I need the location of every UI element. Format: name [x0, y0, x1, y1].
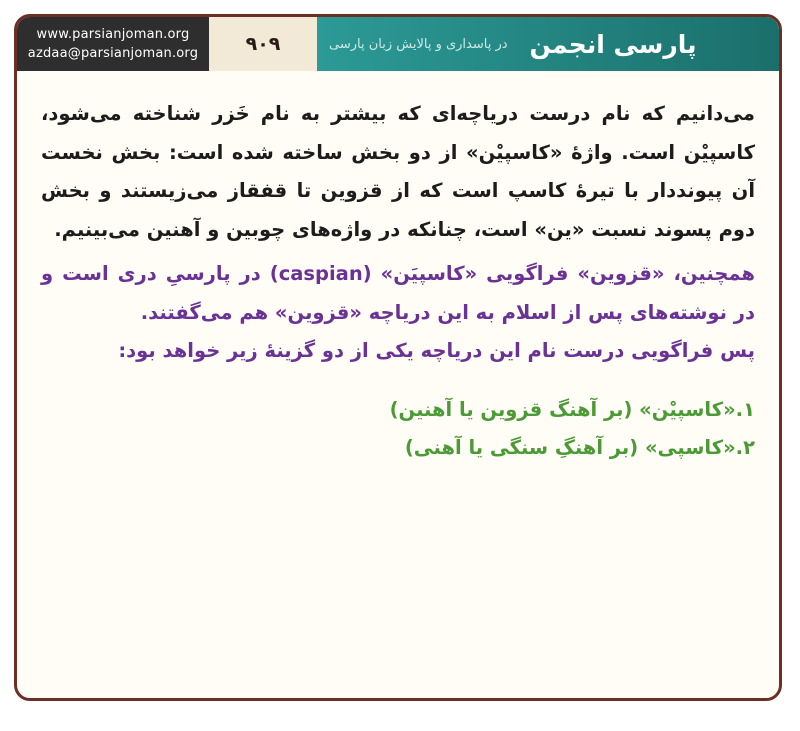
article-body [41, 95, 755, 467]
website-link[interactable]: www.parsianjoman.org [36, 27, 190, 42]
brand-banner [317, 17, 779, 71]
options-list [41, 391, 755, 467]
brand-logo: پارسی انجمن [529, 29, 697, 59]
paragraph-qazvin: همچنین، «قزوین» فراگویی «کاسپیَن» (caspian) در پارسیِ دری است و در نوشته‌های پس از اسلام به این دریاچه «قزوین» هم می‌گفتند. [41, 262, 756, 324]
contact-block [17, 17, 209, 71]
list-item: ۱.«کاسپیْن» (بر آهنگ قزوین یا آهنین) [389, 397, 755, 421]
brand-tagline: در پاسداری و پالایش زبان پارسی [329, 36, 508, 52]
post-number: ۹۰۹ [209, 17, 317, 71]
header-bar [17, 17, 779, 71]
paragraph-conclusion: پس فراگویی درست نام این دریاچه یکی از دو گزینهٔ زیر خواهد بود: [118, 339, 755, 362]
email-link[interactable]: azdaa@parsianjoman.org [27, 46, 199, 61]
list-item: ۲.«کاسپی» (بر آهنگِ سنگی یا آهنی) [404, 435, 755, 459]
post-card [14, 14, 782, 701]
paragraph-intro: می‌دانیم که نام درست دریاچه‌ای که بیشتر به نام خَزر شناخته می‌شود، کاسپیْن است. واژهٔ «کاسپیْن» از دو بخش ساخته شده است: بخش نخست آن پیونددار با تیرهٔ کاسپ است که از قزوین تا قفقاز می‌زیستند و بخش دوم پسوند نسبت «ین» است، چنانکه در واژه‌های چوبین و آهنین می‌بینیم. [41, 102, 755, 241]
